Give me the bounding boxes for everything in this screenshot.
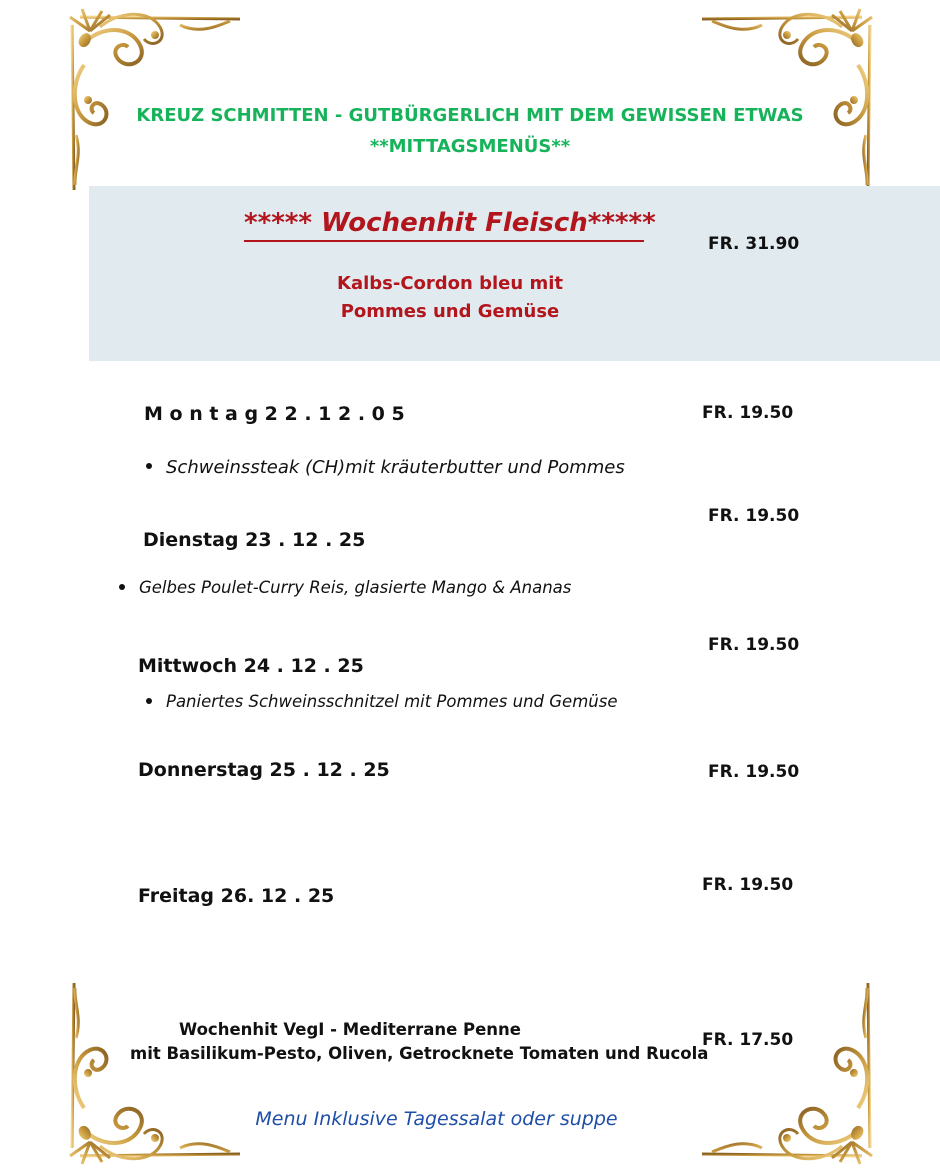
week-special-price: FR. 31.90 [708, 234, 800, 254]
bullet-icon [119, 584, 125, 590]
header-title: KREUZ SCHMITTEN - GUTBÜRGERLICH MIT DEM GEWISSEN ETWAS [136, 105, 804, 126]
week-special-title: ***** Wochenhit Fleisch***** [244, 208, 644, 242]
ornament-bottom-left-icon [60, 978, 250, 1168]
day-label-monday: M o n t a g 2 2 . 1 2 . 0 5 [144, 403, 405, 425]
price-friday: FR. 19.50 [702, 875, 794, 895]
dish-monday: Schweinssteak (CH)mit kräuterbutter und Pommes [146, 457, 625, 478]
week-special-desc-line1: Kalbs-Cordon bleu mit [337, 273, 563, 294]
ornament-bottom-right-icon [692, 978, 882, 1168]
ornament-top-right-icon [692, 5, 882, 195]
dish-tuesday: Gelbes Poulet-Curry Reis, glasierte Mango & Ananas [119, 578, 571, 597]
day-label-thursday: Donnerstag 25 . 12 . 25 [138, 759, 390, 781]
day-label-tuesday: Dienstag 23 . 12 . 25 [143, 529, 366, 551]
day-label-friday: Freitag 26. 12 . 25 [138, 885, 335, 907]
week-special-desc-line2: Pommes und Gemüse [340, 301, 560, 322]
price-thursday: FR. 19.50 [708, 762, 800, 782]
footer-note: Menu Inklusive Tagessalat oder suppe [255, 1108, 618, 1130]
day-label-wednesday: Mittwoch 24 . 12 . 25 [138, 655, 364, 677]
ornament-top-left-icon [60, 5, 250, 195]
bullet-icon [146, 698, 152, 704]
price-tuesday: FR. 19.50 [708, 506, 800, 526]
price-wednesday: FR. 19.50 [708, 635, 800, 655]
vegi-line2: mit Basilikum-Pesto, Oliven, Getrocknete Tomaten und Rucola [130, 1044, 709, 1063]
vegi-price: FR. 17.50 [702, 1030, 794, 1050]
bullet-icon [146, 463, 152, 469]
price-monday: FR. 19.50 [702, 403, 794, 423]
vegi-line1: Wochenhit VegI - Mediterrane Penne [178, 1020, 521, 1039]
dish-wednesday: Paniertes Schweinsschnitzel mit Pommes und Gemüse [146, 692, 617, 711]
header-subtitle: **MITTAGSMENÜS** [369, 136, 571, 157]
